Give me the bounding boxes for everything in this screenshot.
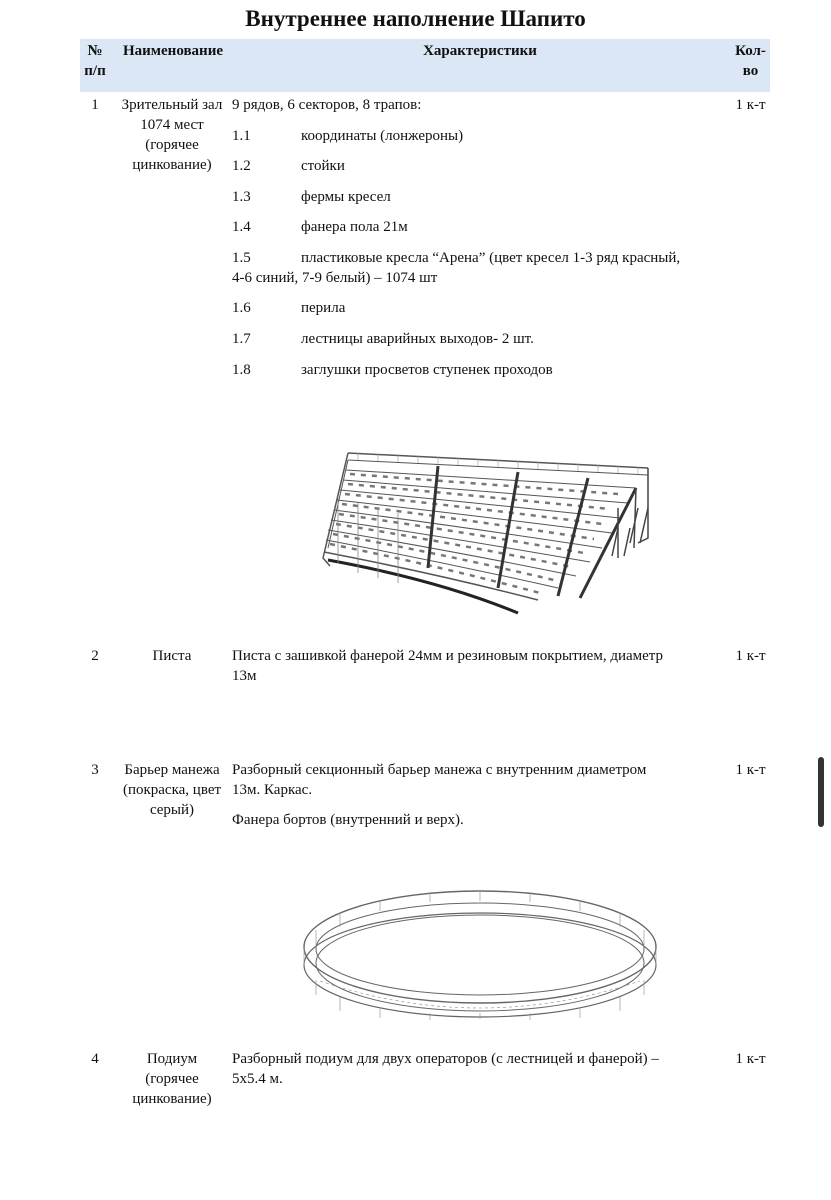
row-qty: 1 к-т — [735, 97, 766, 113]
subitem-number: 1.8 — [232, 362, 251, 378]
row-spec — [232, 1049, 727, 1089]
row-name-line: цинкование) — [132, 157, 212, 173]
ring-barrier-illustration — [300, 885, 660, 1020]
row-name — [112, 646, 232, 666]
row-name-line: цинкование) — [132, 1091, 212, 1107]
row-qty: 1 к-т — [735, 648, 766, 664]
subitem-text: стойки — [301, 158, 345, 174]
row-name-line: (покраска, цвет — [122, 782, 222, 798]
subitem-text: заглушки просветов ступенек проходов — [301, 362, 553, 378]
row-number: 2 — [91, 648, 99, 664]
header-qty-line2: во — [742, 63, 759, 79]
row-name — [112, 1049, 232, 1109]
subitem-text: пластиковые кресла “Арена” (цвет кресел 1-3 ряд красный, — [301, 250, 681, 266]
row-name-line: Подиум — [146, 1051, 198, 1067]
subitem-text-continuation: 4-6 синий, 7-9 белый) – 1074 шт — [232, 270, 438, 286]
row-spec-line: Разборный подиум для двух операторов (с лестницей и фанерой) – — [232, 1051, 659, 1067]
row-name-line: 1074 мест — [140, 117, 204, 133]
scrollbar[interactable] — [818, 757, 824, 827]
row-spec-line: Писта с зашивкой фанерой 24мм и резиновым покрытием, диаметр — [232, 648, 664, 664]
row-spec-extra: Фанера бортов (внутренний и верх). — [232, 812, 464, 828]
table-header — [80, 39, 770, 92]
subitem-number: 1.2 — [232, 158, 251, 174]
subitem-text: фермы кресел — [301, 189, 391, 205]
row-name-line: серый) — [149, 802, 195, 818]
row-name-line: (горячее — [145, 137, 199, 153]
subitem-text: фанера пола 21м — [301, 219, 408, 235]
row-name-line: Писта — [152, 648, 192, 664]
row-number: 1 — [91, 97, 99, 113]
row-name — [112, 760, 232, 820]
subitem-number: 1.3 — [232, 189, 251, 205]
row-qty: 1 к-т — [735, 762, 766, 778]
row-spec-line: 5х5.4 м. — [232, 1071, 283, 1087]
header-qty-line1: Кол- — [735, 43, 766, 59]
subitem-text: координаты (лонжероны) — [301, 128, 464, 144]
row-spec-line: 13м. Каркас. — [232, 782, 313, 798]
subitem-number: 1.5 — [232, 250, 251, 266]
grandstand-illustration — [318, 448, 653, 618]
row-name-line: (горячее — [145, 1071, 199, 1087]
header-specs: Характеристики — [423, 43, 537, 59]
row-qty: 1 к-т — [735, 1051, 766, 1067]
subitem-text: лестницы аварийных выходов- 2 шт. — [301, 331, 534, 347]
row-spec — [232, 646, 727, 686]
row-spec — [232, 760, 727, 800]
document-title: Внутреннее наполнение Шапито — [245, 6, 586, 31]
row-name-line: Зрительный зал — [121, 97, 223, 113]
row-spec: 9 рядов, 6 секторов, 8 трапов: — [232, 97, 422, 113]
header-num-line2: п/п — [84, 63, 106, 79]
subitem-number: 1.6 — [232, 300, 251, 316]
row-spec-line: 13м — [232, 668, 257, 684]
header-num-line1: № — [87, 43, 103, 59]
subitem-number: 1.4 — [232, 219, 251, 235]
row-name-line: Барьер манежа — [124, 762, 220, 778]
subitem-number: 1.1 — [232, 128, 251, 144]
subitem-text: перила — [301, 300, 346, 316]
header-name: Наименование — [123, 43, 223, 59]
row-spec-line: Разборный секционный барьер манежа с внутренним диаметром — [232, 762, 647, 778]
subitem-number: 1.7 — [232, 331, 251, 347]
row-number: 3 — [91, 762, 99, 778]
row-name — [112, 95, 232, 175]
row-number: 4 — [91, 1051, 99, 1067]
